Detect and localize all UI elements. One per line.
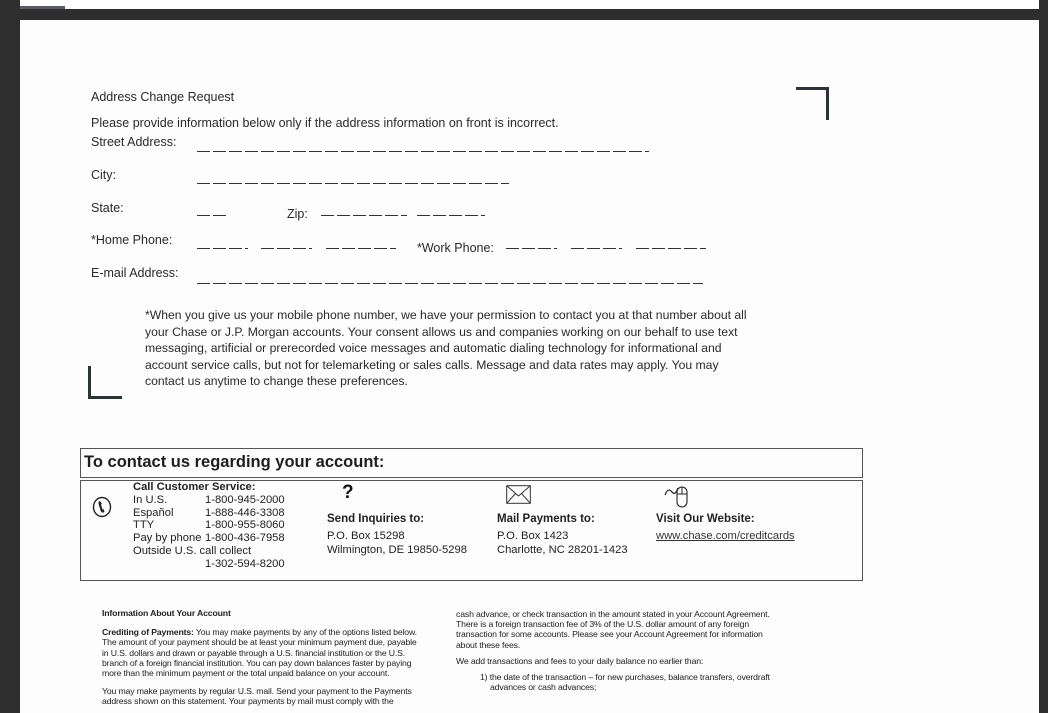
info-text: about these fees. — [456, 639, 521, 650]
registration-mark-bottom-left — [88, 366, 122, 399]
contact-heading: To contact us regarding your account: — [80, 448, 863, 478]
consent-line: *When you give us your mobile phone number, we have your permission to contact you at that number about all — [145, 308, 747, 322]
info-text: transaction for some accounts. Please see your Account Agreement for information — [456, 629, 763, 640]
phone-row-number: 1-800-945-2000 — [205, 493, 285, 506]
info-list-item: advances or cash advances; — [490, 682, 597, 693]
work-phone-label: *Work Phone: — [417, 241, 494, 255]
state-label: State: — [91, 201, 124, 215]
consent-line: your Chase or J.P. Morgan accounts. Your consent allows us and companies working on our behalf to use text — [145, 324, 738, 339]
mouse-icon — [664, 483, 692, 514]
info-heading: Information About Your Account — [102, 608, 231, 618]
info-left-column — [102, 608, 442, 707]
email-field[interactable] — [197, 283, 703, 284]
website-title: Visit Our Website: — [656, 513, 755, 525]
info-text: cash advance, or check transaction in the amount stated in your Account Agreement. — [456, 609, 770, 619]
home-phone-line-field[interactable] — [326, 248, 396, 249]
work-phone-prefix-field[interactable] — [571, 248, 622, 249]
phone-row — [133, 519, 285, 532]
consent-line: contact us anytime to change these preferences. — [145, 374, 408, 389]
email-label: E-mail Address: — [91, 266, 179, 280]
consent-line: account service calls, but not for telemarketing or sales calls. Message and data rates may apply. You may — [145, 357, 719, 372]
work-phone-area-field[interactable] — [506, 248, 557, 249]
info-text: We add transactions and fees to your daily balance no earlier than: — [456, 655, 704, 666]
phone-row-label: Pay by phone — [133, 532, 202, 545]
phone-row-label: In U.S. — [133, 493, 168, 506]
customer-service-title: Call Customer Service: — [133, 481, 256, 493]
home-phone-prefix-field[interactable] — [261, 248, 312, 249]
inquiries-address-line1: P.O. Box 15298 — [327, 530, 405, 542]
city-field[interactable] — [197, 183, 509, 184]
envelope-icon — [506, 485, 531, 509]
crediting-label: Crediting of Payments: — [102, 627, 194, 638]
zip-plus4-field[interactable] — [417, 215, 485, 216]
payments-address-line1: P.O. Box 1423 — [497, 530, 569, 542]
outside-us-number: 1-302-594-8200 — [205, 557, 285, 570]
question-icon: ? — [342, 482, 354, 503]
phone-row-label: Español — [133, 506, 174, 519]
website-link[interactable]: www.chase.com/creditcards — [656, 530, 795, 542]
document-page — [20, 20, 1039, 713]
info-text: address shown on this statement. Your payments by mail must comply with the — [102, 696, 394, 707]
phone-row-number: 1-888-446-3308 — [205, 506, 285, 519]
info-text: The amount of your payment should be at least your minimum payment due, payable — [102, 637, 417, 648]
zip-label: Zip: — [287, 207, 308, 221]
state-field[interactable] — [197, 215, 229, 216]
phone-row-label: TTY — [133, 519, 155, 532]
info-right-column — [456, 609, 796, 692]
inquiries-title: Send Inquiries to: — [327, 513, 425, 525]
mobile-consent-text — [145, 307, 785, 390]
phone-row — [133, 532, 285, 545]
phone-row-number: 1-800-955-8060 — [205, 519, 285, 532]
contact-box — [80, 480, 863, 581]
consent-line: messaging, artificial or prerecorded voice messages and automatic dialing technology for informational and — [145, 341, 722, 356]
info-list-item: 1) the date of the transaction – for new purchases, balance transfers, overdraft — [480, 672, 770, 683]
info-text: You may make payments by any of the options listed below. — [193, 627, 417, 638]
payments-title: Mail Payments to: — [497, 513, 595, 525]
info-text: There is a foreign transaction fee of 3% of the U.S. dollar amount of any foreign — [456, 619, 750, 630]
outside-us-label: Outside U.S. call collect — [133, 544, 252, 557]
street-address-label: Street Address: — [91, 135, 177, 149]
inquiries-address-line2: Wilmington, DE 19850-5298 — [327, 544, 467, 556]
phone-row — [133, 507, 285, 520]
customer-service-block — [133, 481, 285, 571]
phone-icon — [92, 496, 112, 518]
info-text: more than the minimum payment or the total unpaid balance on your account. — [102, 668, 390, 679]
phone-row — [133, 494, 285, 507]
phone-row-number: 1-800-436-7958 — [205, 532, 285, 545]
work-phone-line-field[interactable] — [636, 248, 706, 249]
previous-page-tab — [20, 6, 65, 9]
info-text: You may make payments by regular U.S. mail. Send your payment to the Payments — [102, 686, 412, 697]
form-title: Address Change Request — [91, 90, 235, 104]
registration-mark-top-right — [796, 87, 829, 120]
info-text: in U.S. dollars and drawn or payable through a U.S. financial institution or the U.S. — [102, 647, 406, 658]
street-address-field[interactable] — [197, 151, 649, 152]
payments-address-line2: Charlotte, NC 28201-1423 — [497, 544, 628, 556]
city-label: City: — [91, 168, 116, 182]
zip-field[interactable] — [321, 215, 407, 216]
home-phone-label: *Home Phone: — [91, 233, 173, 247]
form-instruction: Please provide information below only if the address information on front is incorrect. — [91, 116, 559, 130]
previous-page-edge — [20, 0, 1039, 9]
info-text: branch of a foreign financial institution. You can pay down balances faster by paying — [102, 657, 412, 668]
home-phone-area-field[interactable] — [197, 248, 248, 249]
